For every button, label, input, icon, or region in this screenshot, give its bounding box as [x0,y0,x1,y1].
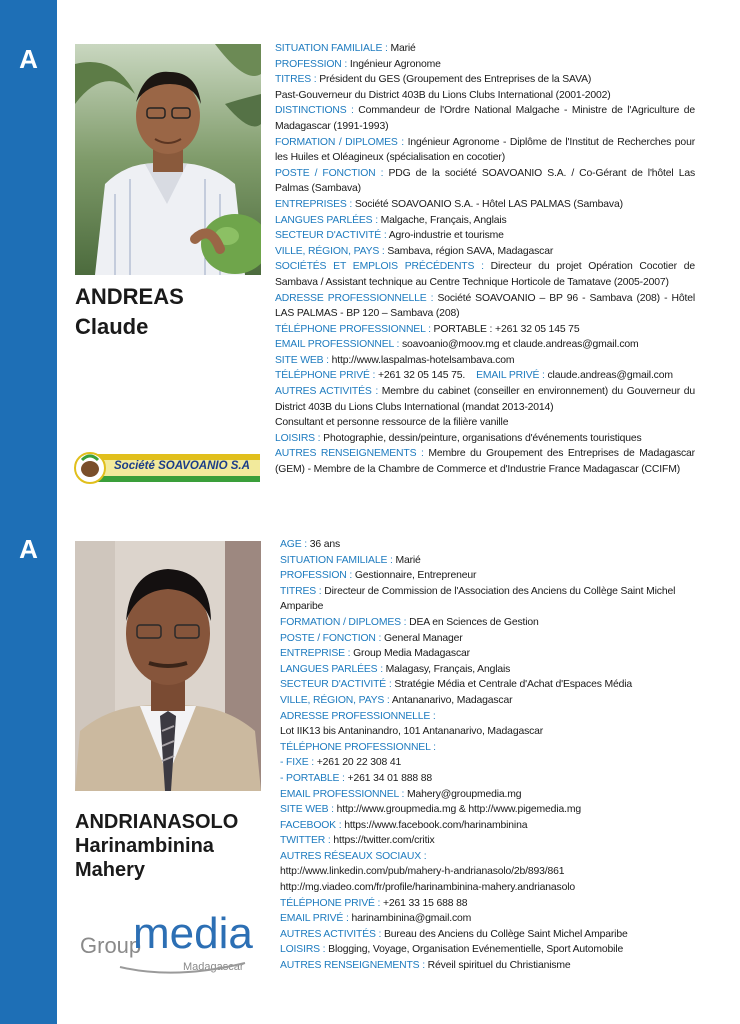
info-row-distinctions: DISTINCTIONS : Commandeur de l'Ordre National Malgache - Ministre de l'Agriculture de Madagascar (1991-1993) [275,105,695,132]
info-row-autres-activites: AUTRES ACTIVITÉS : Bureau des Anciens du Collège Saint Michel Amparibe [280,928,628,940]
info-row-situation: SITUATION FAMILIALE : Marié [280,554,421,566]
soavoanio-logo-text: Société SOAVOANIO S.A [114,460,250,472]
info-row-viadeo: http://mg.viadeo.com/fr/profile/harinambinina-mahery.andrianasolo [280,882,576,894]
info-row-adresse: ADRESSE PROFESSIONNELLE : [280,710,436,722]
info-row-emplois-precedents: SOCIÉTÉS ET EMPLOIS PRÉCÉDENTS : Directeur du projet Opération Cocotier de Sambava / Assistant technique au Centre Technique Horticole de Tamatave (2005-2007) [275,261,695,288]
info-row-site-web: SITE WEB : http://www.groupmedia.mg & http://www.pigemedia.mg [280,804,581,816]
info-row-ville: VILLE, RÉGION, PAYS : Sambava, région SAVA, Madagascar [275,245,554,257]
info-row-facebook: FACEBOOK : https://www.facebook.com/harinambinina [280,819,528,831]
info-row-loisirs: LOISIRS : Photographie, dessin/peinture, organisations d'événements touristiques [275,432,642,444]
info-row-poste: POSTE / FONCTION : General Manager [280,632,463,644]
info-row-telephone-pro: TÉLÉPHONE PROFESSIONNEL : PORTABLE : +261 32 05 145 75 [275,323,580,335]
info-row-email-pro: EMAIL PROFESSIONNEL : soavoanio@moov.mg et claude.andreas@gmail.com [275,339,639,351]
info-row-situation: SITUATION FAMILIALE : Marié [275,43,416,54]
info-row-email-pro: EMAIL PROFESSIONNEL : Mahery@groupmedia.mg [280,788,522,800]
person2-name-first: ANDRIANASOLO [75,811,239,833]
info-row-formation: FORMATION / DIPLOMES : Ingénieur Agronome - Diplôme de l'Institut de Recherches pour les Huiles et Oléagineux (spécialisation en cocotier) [275,136,696,164]
group-media-logo [75,905,255,985]
info-row-adresse: ADRESSE PROFESSIONNELLE : Société SOAVOANIO – BP 96 - Sambava (208) - Hôtel LAS PALMAS - BP 120 – Sambava (208) [275,292,696,320]
info-row-telephone-prive: TÉLÉPHONE PRIVÉ : +261 33 15 688 88 [280,897,468,909]
info-row-secteur: SECTEUR D'ACTIVITÉ : Agro-industrie et tourisme [275,230,504,242]
group-media-logo-sub: Madagascar [183,961,244,973]
info-row-formation: FORMATION / DIPLOMES : DEA en Sciences de Gestion [280,616,539,628]
side-band [0,0,57,1024]
info-row-portable: - PORTABLE : +261 34 01 888 88 [280,772,432,784]
info-row-autres-activites: AUTRES ACTIVITÉS : Membre du cabinet (conseiller en environnement) du Gouverneur du District 403B du Lions Clubs International (mandat 2013-2014) [275,386,695,413]
info-row-adresse-value: Lot IIK13 bis Antaninandro, 101 Antananarivo, Madagascar [280,726,544,738]
info-row-autres-renseignements: AUTRES RENSEIGNEMENTS : Membre du Groupement des Entreprises de Madagascar (GEM) - Membre de la Chambre de Commerce et d'Industrie France Madagascar (CCIFM) [275,448,695,476]
info-row-profession: PROFESSION : Ingénieur Agronome [275,58,441,70]
section-letter-2: A [19,534,38,564]
info-row-titres-cont: Past-Gouverneur du District 403B du Lions Clubs International (2001-2002) [275,89,611,101]
info-row-age: AGE : 36 ans [280,539,341,550]
person2-name-second: Harinambinina [75,835,214,857]
info-row-entreprise: ENTREPRISE : Group Media Madagascar [280,648,470,660]
portrait-photo-andrianasolo [75,541,261,791]
info-row-autres-renseignements: AUTRES RENSEIGNEMENTS : Réveil spirituel du Christianisme [280,960,571,972]
info-row-ville: VILLE, RÉGION, PAYS : Antananarivo, Madagascar [280,694,513,706]
person2-info [280,537,705,974]
info-row-secteur: SECTEUR D'ACTIVITÉ : Stratégie Média et Centrale d'Achat d'Espaces Média [280,679,633,691]
info-row-loisirs: LOISIRS : Blogging, Voyage, Organisation Evénementielle, Sport Automobile [280,944,624,956]
info-row-fixe: - FIXE : +261 20 22 308 41 [280,757,402,769]
info-row-twitter: TWITTER : https://twitter.com/critix [280,835,435,847]
info-row-email-prive: EMAIL PRIVÉ : harinambinina@gmail.com [280,913,472,925]
section-letter-1: A [19,44,38,74]
group-media-logo-media: media [133,909,253,958]
person2-name-third: Mahery [75,859,146,881]
person1-name-first: ANDREAS [75,284,184,309]
info-row-titres: TITRES : Président du GES (Groupement des Entreprises de la SAVA) [275,74,592,86]
info-row-reseaux-sociaux: AUTRES RÉSEAUX SOCIAUX : [280,850,427,862]
info-row-entreprises: ENTREPRISES : Société SOAVOANIO S.A. - Hôtel LAS PALMAS (Sambava) [275,198,623,210]
info-row-telephone-pro: TÉLÉPHONE PROFESSIONNEL : [280,741,436,753]
info-row-poste: POSTE / FONCTION : PDG de la société SOAVOANIO S.A. / Co-Gérant de l'hôtel Las Palmas (Sambava) [275,167,695,195]
portrait-photo-andreas [75,44,261,275]
info-row-langues: LANGUES PARLÉES : Malagasy, Français, Anglais [280,663,511,675]
info-row-linkedin: http://www.linkedin.com/pub/mahery-h-andrianasolo/2b/893/861 [280,866,565,878]
info-row-langues: LANGUES PARLÉES : Malgache, Français, Anglais [275,214,507,226]
info-row-titres: TITRES : Directeur de Commission de l'Association des Anciens du Collège Saint Michel Amparibe [280,585,676,613]
person1-name-second: Claude [75,314,149,339]
info-row-autres-activites-cont: Consultant et personne ressource de la filière vanille [275,417,509,429]
person1-info [275,41,695,478]
group-media-logo-group: Group [80,933,142,958]
soavoanio-logo [72,452,262,484]
info-row-profession: PROFESSION : Gestionnaire, Entrepreneur [280,570,477,582]
info-row-site-web: SITE WEB : http://www.laspalmas-hotelsambava.com [275,354,515,366]
info-row-telephone-prive: TÉLÉPHONE PRIVÉ : +261 32 05 145 75. EMAIL PRIVÉ : claude.andreas@gmail.com [275,370,673,382]
